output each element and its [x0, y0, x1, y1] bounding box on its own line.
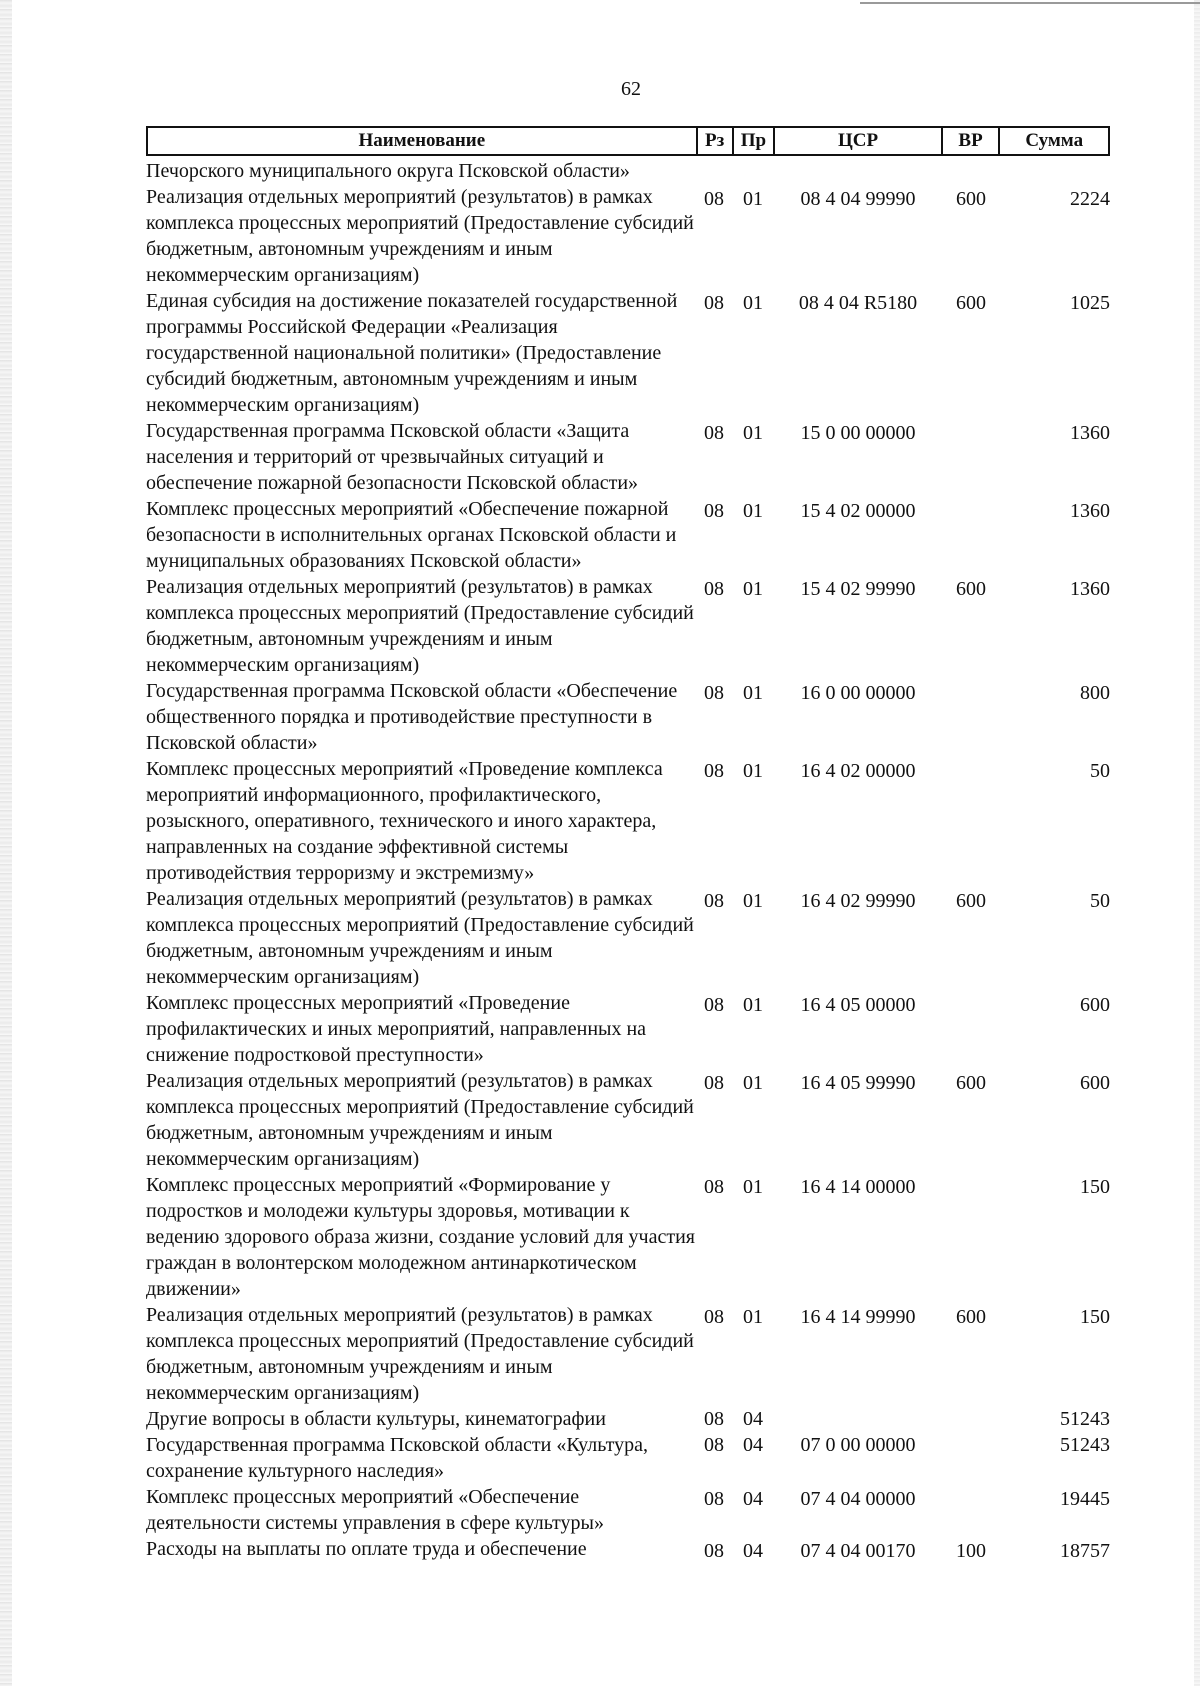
row-csr: 08 4 04 99990	[800, 188, 916, 210]
row-name: Государственная программа Псковской области «Обеспечение общественного порядка и противодействие преступности в Псковской области»	[146, 680, 678, 754]
row-sum: 19445	[1060, 1488, 1110, 1510]
row-pr: 01	[743, 1176, 763, 1198]
table-row	[146, 1484, 1110, 1536]
row-csr: 08 4 04 R5180	[798, 292, 918, 314]
row-name: Реализация отдельных мероприятий (результатов) в рамках комплекса процессных мероприятий (Предоставление субсидий бюджетным, автономным учреждениям и иным некоммерческим организациям)	[146, 1070, 694, 1170]
row-rz: 08	[704, 1306, 724, 1328]
row-pr: 01	[743, 682, 763, 704]
row-vr: 600	[956, 292, 986, 314]
row-vr: 600	[956, 578, 986, 600]
row-name: Комплекс процессных мероприятий «Формирование у подростков и молодежи культуры здоровья, мотивации к ведению здорового образа жизни, создание условий для участия граждан в волонтерском молодежном антинаркотическом движении»	[146, 1174, 695, 1300]
header-rz: Рз	[696, 128, 732, 154]
row-name: Комплекс процессных мероприятий «Обеспечение деятельности системы управления в сфере культуры»	[146, 1486, 604, 1534]
table-row	[146, 1406, 1110, 1432]
row-vr: 100	[956, 1540, 986, 1562]
row-csr: 15 4 02 00000	[800, 500, 916, 522]
row-sum: 600	[1080, 1072, 1110, 1094]
row-pr: 01	[743, 500, 763, 522]
row-vr: 600	[956, 188, 986, 210]
row-sum: 50	[1090, 760, 1110, 782]
row-name: Комплекс процессных мероприятий «Проведение комплекса мероприятий информационного, профилактического, розыскного, оперативного, технического и иного характера, направленных на создание эффективной системы противодействия терроризму и экстремизму»	[146, 758, 663, 884]
row-rz: 08	[704, 890, 724, 912]
row-csr: 16 4 05 99990	[800, 1072, 916, 1094]
header-vr: ВР	[941, 128, 999, 154]
row-rz: 08	[704, 1072, 724, 1094]
table-row	[146, 1302, 1110, 1406]
row-vr	[942, 990, 1000, 1068]
row-pr: 04	[743, 1488, 763, 1510]
row-name: Реализация отдельных мероприятий (результатов) в рамках комплекса процессных мероприятий (Предоставление субсидий бюджетным, автономным учреждениям и иным некоммерческим организациям)	[146, 888, 694, 988]
row-rz: 08	[704, 994, 724, 1016]
row-name: Государственная программа Псковской области «Защита населения и территорий от чрезвычайных ситуаций и обеспечение пожарной безопасности Псковской области»	[146, 420, 639, 494]
row-rz: 08	[704, 1408, 724, 1430]
row-rz: 08	[704, 1540, 724, 1562]
row-rz: 08	[704, 188, 724, 210]
row-rz: 08	[704, 682, 724, 704]
row-vr: 600	[956, 1072, 986, 1094]
table-row	[146, 158, 1110, 184]
row-rz: 08	[704, 292, 724, 314]
row-csr: 16 0 00 00000	[800, 682, 916, 704]
table-row	[146, 756, 1110, 886]
row-sum: 50	[1090, 890, 1110, 912]
table-row	[146, 496, 1110, 574]
row-pr: 01	[743, 994, 763, 1016]
row-rz	[696, 158, 732, 184]
row-vr	[942, 678, 1000, 756]
row-sum: 51243	[1060, 1408, 1110, 1430]
row-rz: 08	[704, 1176, 724, 1198]
header-csr: ЦСР	[773, 128, 940, 154]
row-csr: 16 4 14 00000	[800, 1176, 916, 1198]
row-vr	[942, 158, 1000, 184]
table-header	[146, 126, 1110, 156]
page-number: 62	[621, 78, 641, 100]
table-row	[146, 886, 1110, 990]
row-vr: 600	[956, 1306, 986, 1328]
row-pr: 01	[743, 188, 763, 210]
row-sum: 1025	[1070, 292, 1110, 314]
row-name: Печорского муниципального округа Псковской области»	[146, 160, 630, 182]
row-name: Государственная программа Псковской области «Культура, сохранение культурного наследия»	[146, 1434, 648, 1482]
row-pr: 01	[743, 578, 763, 600]
row-sum: 800	[1080, 682, 1110, 704]
row-rz: 08	[704, 578, 724, 600]
row-sum: 1360	[1070, 422, 1110, 444]
table-row	[146, 574, 1110, 678]
row-vr	[942, 418, 1000, 496]
row-csr	[774, 1406, 942, 1432]
table-row	[146, 288, 1110, 418]
row-csr	[774, 158, 942, 184]
row-vr	[942, 1406, 1000, 1432]
table-row	[146, 1172, 1110, 1302]
row-rz: 08	[704, 760, 724, 782]
table-body	[146, 158, 1110, 1564]
table-row	[146, 184, 1110, 288]
table-row	[146, 678, 1110, 756]
row-csr: 15 4 02 99990	[800, 578, 916, 600]
row-vr	[942, 1484, 1000, 1536]
row-rz: 08	[704, 1434, 724, 1456]
table-row	[146, 1536, 1110, 1564]
row-pr: 04	[743, 1408, 763, 1430]
row-name: Расходы на выплаты по оплате труда и обеспечение	[146, 1538, 587, 1560]
row-sum: 2224	[1070, 188, 1110, 210]
row-vr: 600	[956, 890, 986, 912]
row-vr	[942, 756, 1000, 886]
header-sum: Сумма	[998, 128, 1108, 154]
table-row	[146, 990, 1110, 1068]
row-sum: 1360	[1070, 500, 1110, 522]
row-pr: 01	[743, 422, 763, 444]
row-name: Реализация отдельных мероприятий (результатов) в рамках комплекса процессных мероприятий (Предоставление субсидий бюджетным, автономным учреждениям и иным некоммерческим организациям)	[146, 1304, 694, 1404]
row-pr: 01	[743, 1306, 763, 1328]
header-pr: Пр	[732, 128, 774, 154]
row-pr: 04	[743, 1540, 763, 1562]
header-name: Наименование	[358, 130, 486, 151]
row-rz: 08	[704, 1488, 724, 1510]
row-rz: 08	[704, 500, 724, 522]
row-sum: 18757	[1060, 1540, 1110, 1562]
row-sum: 51243	[1060, 1434, 1110, 1456]
row-rz: 08	[704, 422, 724, 444]
row-csr: 16 4 02 00000	[800, 760, 916, 782]
row-pr: 01	[743, 1072, 763, 1094]
scan-edge-left	[0, 0, 12, 1686]
table-row	[146, 1068, 1110, 1172]
row-pr	[732, 158, 774, 184]
row-pr: 04	[743, 1434, 763, 1456]
row-name: Реализация отдельных мероприятий (результатов) в рамках комплекса процессных мероприятий (Предоставление субсидий бюджетным, автономным учреждениям и иным некоммерческим организациям)	[146, 186, 694, 286]
row-name: Единая субсидия на достижение показателей государственной программы Российской Федерации «Реализация государственной национальной политики» (Предоставление субсидий бюджетным, автономным учреждениям и иным некоммерческим организациям)	[146, 290, 678, 416]
row-csr: 07 0 00 00000	[800, 1434, 916, 1456]
table-row	[146, 1432, 1110, 1484]
row-csr: 15 0 00 00000	[800, 422, 916, 444]
row-csr: 16 4 14 99990	[800, 1306, 916, 1328]
row-name: Комплекс процессных мероприятий «Обеспечение пожарной безопасности в исполнительных органах Псковской области и муниципальных образованиях Псковской области»	[146, 498, 677, 572]
budget-table	[146, 126, 1110, 1564]
row-pr: 01	[743, 890, 763, 912]
row-csr: 16 4 05 00000	[800, 994, 916, 1016]
row-pr: 01	[743, 292, 763, 314]
row-pr: 01	[743, 760, 763, 782]
row-csr: 07 4 04 00000	[800, 1488, 916, 1510]
row-name: Реализация отдельных мероприятий (результатов) в рамках комплекса процессных мероприятий (Предоставление субсидий бюджетным, автономным учреждениям и иным некоммерческим организациям)	[146, 576, 694, 676]
row-csr: 16 4 02 99990	[800, 890, 916, 912]
row-sum	[1000, 158, 1110, 184]
table-row	[146, 418, 1110, 496]
top-rule	[860, 2, 1200, 4]
row-sum: 1360	[1070, 578, 1110, 600]
row-sum: 150	[1080, 1176, 1110, 1198]
row-vr	[942, 1432, 1000, 1484]
row-name: Комплекс процессных мероприятий «Проведение профилактических и иных мероприятий, направленных на снижение подростковой преступности»	[146, 992, 647, 1066]
row-csr: 07 4 04 00170	[800, 1540, 916, 1562]
scan-edge-right	[1194, 0, 1200, 1686]
row-vr	[942, 1172, 1000, 1302]
row-sum: 150	[1080, 1306, 1110, 1328]
row-sum: 600	[1080, 994, 1110, 1016]
row-name: Другие вопросы в области культуры, кинематографии	[146, 1408, 606, 1430]
row-vr	[942, 496, 1000, 574]
